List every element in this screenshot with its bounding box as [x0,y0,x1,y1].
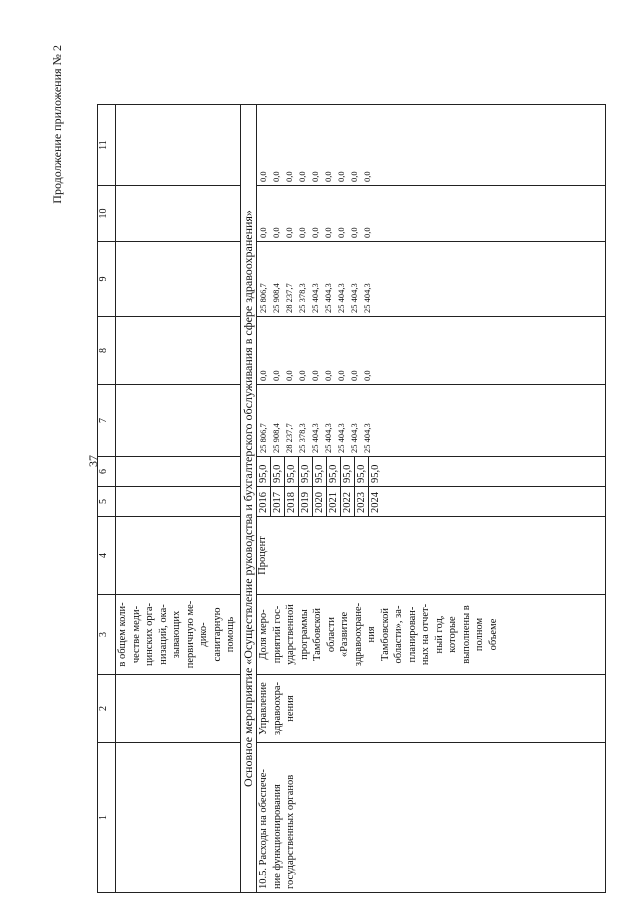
cell-value: 2023 [355,487,369,516]
col-number-6: 6 [98,457,116,487]
program-table [97,104,606,893]
cell-value: 95,0 [327,457,341,486]
cell-value: 0,0 [323,171,333,182]
cell-value: 95,0 [341,457,355,486]
col-number-11: 11 [98,105,116,186]
cell-value: 0,0 [336,370,346,381]
cell-value: 0,0 [258,370,268,381]
col-number-10: 10 [98,186,116,242]
cell-value: 25 806,7 [258,423,268,453]
indicator-name: Доля меро- приятий гос- ударственной программы Тамбовской области «Развитие здравоохране- ния Тамбовской области», за- планирован- ных на отчет- ный год, которые выполнены в полном объеме [257,595,606,675]
cell-value: 0,0 [271,370,281,381]
continuation-title: Продолжение приложения № 2 [50,45,64,204]
other-funding [257,105,374,185]
cell-value: 25 404,3 [310,283,320,313]
cell-value: 0,0 [284,227,294,238]
cell-value: 0,0 [284,171,294,182]
cell-value: 0,0 [362,171,372,182]
cell-value: 0,0 [310,227,320,238]
page-number: 37 [86,455,100,467]
cell-value: 0,0 [362,227,372,238]
cell-value: 25 404,3 [349,283,359,313]
cell-value: 25 404,3 [310,423,320,453]
cell-value: 0,0 [349,227,359,238]
cell-value: 95,0 [355,457,369,486]
cell-value: 25 404,3 [323,283,333,313]
cell-value: 2019 [299,487,313,516]
col-number-5: 5 [98,487,116,517]
cell-value: 25 404,3 [336,283,346,313]
cell-value: 0,0 [284,370,294,381]
col-number-3: 3 [98,595,116,675]
cell-value: 25 404,3 [362,423,372,453]
regional-funding [257,242,374,316]
cell-value: 25 404,3 [336,423,346,453]
cell-value: 0,0 [349,171,359,182]
years-list [257,487,382,516]
carryover-row [116,105,241,893]
unit: Процент [257,517,606,595]
cell-value: 28 237,7 [284,283,294,313]
cell-value: 0,0 [271,171,281,182]
cell-value: 0,0 [336,227,346,238]
cell-value: 2016 [257,487,271,516]
carryover-indicator: в общем коли- честве меди- цинских орга- низаций, ока- зывающих первичную ме- дико- санитарную помощь [116,595,241,675]
cell-value: 25 908,4 [271,283,281,313]
cell-value: 95,0 [370,464,381,483]
cell-value: 28 237,7 [284,423,294,453]
measure-name: 10.5. Расходы на обеспече- ние функционирования государственных органов [257,743,606,893]
cell-value: 2021 [327,487,341,516]
section-title: Основное мероприятие «Осуществление руководства и бухгалтерского обслуживания в сфере здравоохранения» [241,105,257,893]
col-number-1: 1 [98,743,116,893]
cell-value: 95,0 [313,457,327,486]
municipal-funding [257,186,374,241]
cell-value: 0,0 [297,370,307,381]
cell-value: 25 404,3 [362,283,372,313]
col-number-9: 9 [98,242,116,317]
col-number-7: 7 [98,385,116,457]
section-row [241,105,257,893]
cell-value: 2022 [341,487,355,516]
cell-value: 0,0 [258,171,268,182]
cell-value: 25 378,3 [297,423,307,453]
cell-value: 25 908,4 [271,423,281,453]
cell-value: 0,0 [362,370,372,381]
cell-value: 0,0 [310,171,320,182]
cell-value: 95,0 [285,457,299,486]
cell-value: 95,0 [257,457,271,486]
executor: Управление здравоохра- нения [257,675,606,743]
cell-value: 95,0 [299,457,313,486]
cell-value: 2018 [285,487,299,516]
cell-value: 0,0 [297,171,307,182]
target-values [257,457,382,486]
col-number-8: 8 [98,317,116,385]
cell-value: 0,0 [258,227,268,238]
cell-value: 2020 [313,487,327,516]
total-funding [257,385,374,456]
column-number-row [98,105,116,893]
cell-value: 0,0 [271,227,281,238]
cell-value: 25 378,3 [297,283,307,313]
federal-funding [257,317,374,384]
col-number-4: 4 [98,517,116,595]
cell-value: 2024 [370,492,381,513]
cell-value: 0,0 [336,171,346,182]
cell-value: 95,0 [271,457,285,486]
measure-row [257,105,606,893]
cell-value: 0,0 [323,370,333,381]
cell-value: 0,0 [323,227,333,238]
cell-value: 2017 [271,487,285,516]
cell-value: 0,0 [297,227,307,238]
col-number-2: 2 [98,675,116,743]
cell-value: 0,0 [349,370,359,381]
cell-value: 25 404,3 [323,423,333,453]
cell-value: 25 404,3 [349,423,359,453]
cell-value: 0,0 [310,370,320,381]
cell-value: 25 806,7 [258,283,268,313]
